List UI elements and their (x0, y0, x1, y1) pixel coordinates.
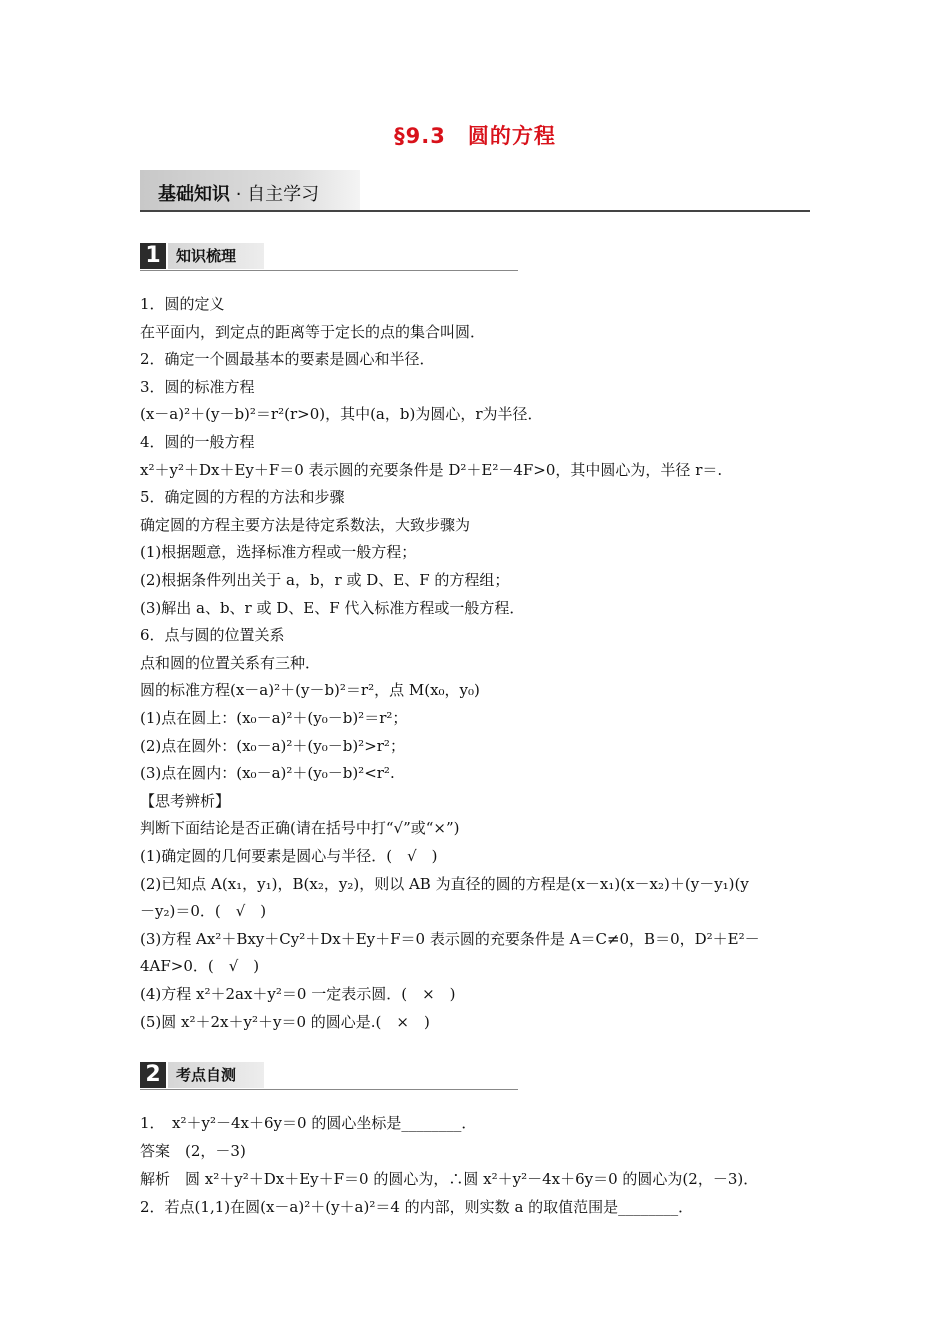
text-line: 1．圆的定义 (140, 295, 225, 313)
text-line: 2．确定一个圆最基本的要素是圆心和半径． (140, 350, 435, 369)
text-line: 点和圆的位置关系有三种． (140, 653, 321, 672)
text-line: (3)点在圆内：(x₀－a)²＋(y₀－b)²<r². (140, 764, 395, 783)
text-line: －y₂)＝0．( √ ) (140, 902, 267, 921)
banner-text (158, 180, 319, 206)
text-line: 1． x²＋y²－4x＋6y＝0 的圆心坐标是________． (140, 1114, 477, 1132)
text-line: 圆的标准方程(x－a)²＋(y－b)²＝r²，点 M(x₀，y₀) (140, 681, 480, 700)
text-line: 确定圆的方程主要方法是待定系数法，大致步骤为 (140, 515, 471, 534)
text-line: (4)方程 x²＋2ax＋y²＝0 一定表示圆．( × ) (140, 985, 456, 1003)
text-line: (2)根据条件列出关于 a，b，r 或 D、E、F 的方程组； (140, 571, 510, 589)
banner-separator: · (230, 184, 248, 205)
text-line: (2)已知点 A(x₁，y₁)，B(x₂，y₂)，则以 AB 为直径的圆的方程是(x－x₁)(x－x₂)＋(y－y₁)(y (140, 874, 749, 893)
section-rule (140, 1089, 518, 1090)
text-line: (3)方程 Ax²＋Bxy＋Cy²＋Dx＋Ey＋F＝0 表示圆的充要条件是 A＝C≠0，B＝0，D²＋E²－ (140, 929, 760, 948)
text-line: (x－a)²＋(y－b)²＝r²(r>0)，其中(a，b)为圆心，r为半径． (140, 405, 543, 424)
text-line: (1)确定圆的几何要素是圆心与半径．( √ ) (140, 847, 438, 865)
banner-rule (140, 210, 810, 212)
text-line: 6．点与圆的位置关系 (140, 626, 285, 645)
banner-rest: 自主学习 (247, 184, 320, 205)
text-line: 答案 (2，－3) (140, 1142, 246, 1160)
banner-bold: 基础知识 (158, 184, 230, 205)
text-line: x²＋y²＋Dx＋Ey＋F＝0 表示圆的充要条件是 D²＋E²－4F>0，其中圆心为，半径 r＝. (140, 460, 723, 479)
text-line: 4AF>0．( √ ) (140, 957, 260, 976)
section-label: 考点自测 (168, 1062, 264, 1088)
text-line: 判断下面结论是否正确(请在括号中打“√”或“×”) (140, 819, 460, 838)
section-label: 知识梳理 (168, 243, 264, 269)
text-line: (2)点在圆外：(x₀－a)²＋(y₀－b)²>r²； (140, 736, 405, 755)
text-line: 在平面内，到定点的距离等于定长的点的集合叫圆． (140, 322, 486, 341)
text-line: (1)根据题意，选择标准方程或一般方程； (140, 543, 417, 562)
text-line: 【思考辨析】 (140, 791, 231, 810)
text-line: (3)解出 a、b、r 或 D、E、F 代入标准方程或一般方程． (140, 598, 525, 617)
text-line: 2．若点(1,1)在圆(x－a)²＋(y＋a)²＝4 的内部，则实数 a 的取值范围是________． (140, 1198, 694, 1216)
text-line: (1)点在圆上：(x₀－a)²＋(y₀－b)²＝r²； (140, 709, 408, 727)
text-line: 5．确定圆的方程的方法和步骤 (140, 488, 345, 507)
text-line: 3．圆的标准方程 (140, 377, 255, 396)
section-banner (140, 170, 810, 212)
section-heading-2 (140, 1062, 518, 1090)
section-number: 1 (140, 243, 166, 269)
section-heading-1 (140, 243, 518, 271)
section-rule (140, 270, 518, 271)
text-line: 解析 圆 x²＋y²＋Dx＋Ey＋F＝0 的圆心为，∴圆 x²＋y²－4x＋6y＝0 的圆心为(2，－3)． (140, 1170, 759, 1188)
page-title: §9.3 圆的方程 (394, 124, 556, 148)
text-line: 4．圆的一般方程 (140, 433, 255, 451)
section-number: 2 (140, 1062, 166, 1088)
text-line: (5)圆 x²＋2x＋y²＋y＝0 的圆心是.( × ) (140, 1012, 430, 1031)
